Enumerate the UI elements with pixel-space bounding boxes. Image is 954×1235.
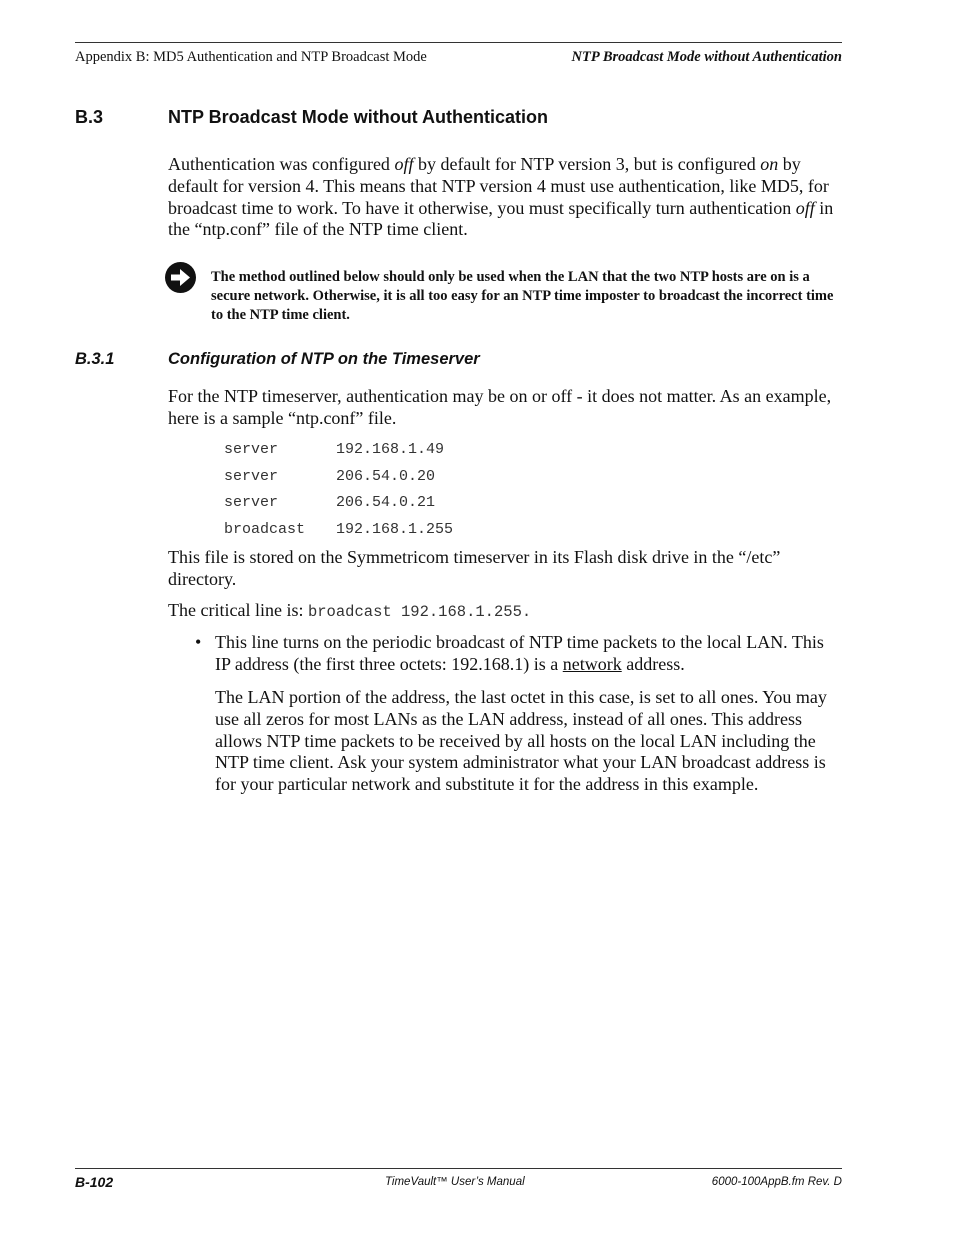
text-run: by default for version 4. This means that NTP version 4 must use authentication, like MD5, for broadcast time to work. To have it otherwise, you must specifically turn authentication	[168, 154, 829, 218]
subsection-paragraph-1: For the NTP timeserver, authentication may be on or off - it does not matter. As an example, here is a sample “ntp.conf” file.	[168, 386, 832, 428]
code-line	[224, 494, 436, 511]
code-ip: 206.54.0.21	[336, 494, 436, 511]
file-revision: 6000-100AppB.fm Rev. D	[711, 1176, 842, 1188]
emphasis-off: off	[795, 197, 815, 218]
subsection-paragraph-2: This file is stored on the Symmetricom timeserver in its Flash disk drive in the “/etc” directory.	[168, 547, 781, 589]
text-run: address.	[621, 653, 685, 674]
section-number: B.3	[75, 107, 104, 127]
manual-title: TimeVault™ User’s Manual	[385, 1176, 525, 1188]
note-arrow-icon	[165, 262, 196, 293]
text-run: Authentication was configured	[168, 154, 395, 174]
code-command: server	[224, 494, 279, 511]
code-command: broadcast	[224, 521, 306, 538]
code-line	[224, 441, 445, 458]
bullet-paragraph-1	[215, 632, 843, 676]
footer-rule	[75, 1168, 842, 1169]
code-ip: 192.168.1.255	[336, 521, 454, 538]
arrow-right-icon	[165, 262, 196, 293]
inline-code: broadcast 192.168.1.255.	[307, 603, 532, 621]
text-run: in the “ntp.conf” file of the NTP time client.	[168, 197, 834, 240]
note-text: The method outlined below should only be used when the LAN that the two NTP hosts are on is a secure network. Otherwise, it is all too easy for an NTP time imposter to broadcast the incorrect time to the NTP time client.	[211, 269, 834, 323]
section-paragraph	[168, 154, 842, 241]
code-ip: 206.54.0.20	[336, 468, 436, 485]
page-number: B-102	[75, 1174, 114, 1190]
text-run: The critical line is:	[168, 600, 308, 620]
bullet-paragraph-2: The LAN portion of the address, the last octet in this case, is set to all ones. You may use all zeros for most LANs as the LAN address, instead of all ones. This address allows NTP time packets to be received by all hosts on the local LAN including the NTP time client. Ask your system administrator what your LAN broadcast address is for your particular network and substitute it for the address in this example.	[215, 687, 827, 795]
code-line	[224, 468, 436, 485]
code-command: server	[224, 441, 279, 458]
header-rule	[75, 42, 842, 43]
subsection-paragraph-3	[168, 600, 842, 624]
subsection-number: B.3.1	[75, 350, 115, 368]
subsection-title: Configuration of NTP on the Timeserver	[168, 350, 480, 368]
text-run: This line turns on the periodic broadcast of NTP time packets to the local LAN. This IP address (the first three octets: 192.168.1) is a	[215, 632, 824, 674]
bullet-marker: •	[195, 632, 202, 652]
underlined-term: network	[562, 653, 622, 674]
code-line	[224, 521, 454, 538]
section-title: NTP Broadcast Mode without Authentication	[168, 107, 549, 127]
running-header-left: Appendix B: MD5 Authentication and NTP Broadcast Mode	[75, 49, 427, 65]
emphasis-on: on	[760, 154, 779, 174]
text-run: by default for NTP version 3, but is configured	[413, 154, 761, 174]
code-command: server	[224, 468, 279, 485]
running-header-right: NTP Broadcast Mode without Authentication	[571, 49, 842, 65]
code-ip: 192.168.1.49	[336, 441, 445, 458]
emphasis-off: off	[394, 154, 414, 174]
